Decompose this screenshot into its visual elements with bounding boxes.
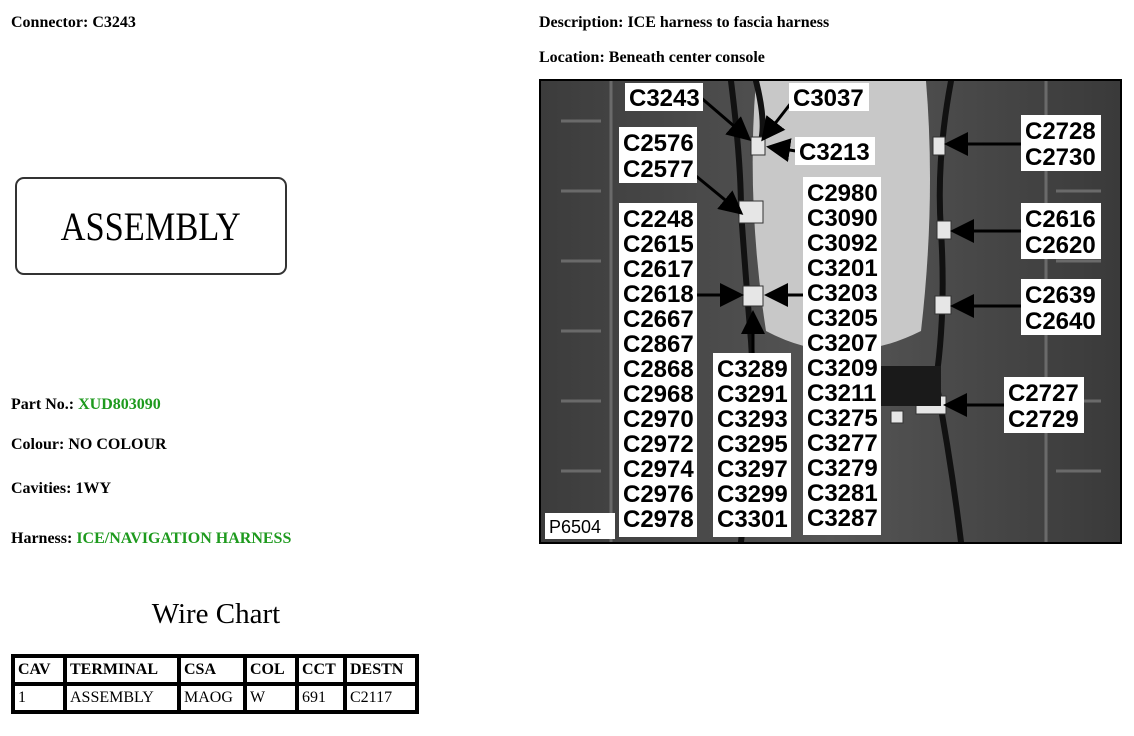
label-right-8: C3211 (807, 380, 877, 407)
location-value: Beneath center console (608, 49, 765, 66)
part-no-value[interactable]: XUD803090 (78, 396, 161, 413)
header-destn: DESTN (345, 656, 417, 684)
label-right-5: C3205 (807, 305, 878, 332)
cell-cct: 691 (297, 684, 345, 712)
connector-label: Connector: (11, 14, 89, 31)
colour-value: NO COLOUR (68, 436, 167, 453)
label-right-4: C3203 (807, 280, 878, 307)
right-column-labels (807, 180, 878, 532)
label-c2727: C2727 (1008, 380, 1079, 407)
connector-field (11, 14, 136, 32)
label-left-0: C2248 (623, 206, 694, 233)
part-no-label: Part No.: (11, 396, 75, 413)
label-left-11: C2976 (623, 481, 694, 508)
photo-code: P6504 (549, 517, 602, 537)
cell-csa: MAOG (179, 684, 245, 712)
label-right-13: C3287 (807, 505, 878, 532)
cavities-value: 1WY (75, 480, 111, 497)
label-c2639: C2639 (1025, 282, 1096, 309)
description-value: ICE harness to fascia harness (627, 14, 830, 31)
left-column-labels (623, 206, 694, 533)
label-right-3: C3201 (807, 255, 878, 282)
location-photo (539, 79, 1122, 544)
label-c2616: C2616 (1025, 206, 1096, 233)
label-c3213: C3213 (799, 139, 870, 166)
label-left-9: C2972 (623, 431, 694, 458)
assembly-image (15, 177, 287, 275)
cavities-label: Cavities: (11, 480, 72, 497)
wire-chart-table (11, 654, 419, 714)
label-c3037: C3037 (793, 85, 864, 112)
label-c2577: C2577 (623, 156, 694, 183)
label-c2640: C2640 (1025, 308, 1096, 335)
label-left-5: C2867 (623, 331, 694, 358)
cell-cav: 1 (13, 684, 65, 712)
harness-value[interactable]: ICE/NAVIGATION HARNESS (76, 530, 292, 547)
label-left-7: C2968 (623, 381, 694, 408)
cell-destn[interactable]: C2117 (345, 684, 417, 712)
label-right-11: C3279 (807, 455, 878, 482)
label-right-12: C3281 (807, 480, 878, 507)
label-left-1: C2615 (623, 231, 694, 258)
label-c2729: C2729 (1008, 406, 1079, 433)
label-mid-2: C3293 (717, 406, 788, 433)
header-terminal: TERMINAL (65, 656, 179, 684)
label-mid-1: C3291 (717, 381, 788, 408)
label-c2576: C2576 (623, 130, 694, 157)
part-no-field (11, 396, 161, 414)
harness-field (11, 530, 291, 548)
label-c2620: C2620 (1025, 232, 1096, 259)
colour-label: Colour: (11, 436, 65, 453)
label-right-10: C3277 (807, 430, 878, 457)
label-left-6: C2868 (623, 356, 694, 383)
harness-label: Harness: (11, 530, 73, 547)
header-cav: CAV (13, 656, 65, 684)
label-right-6: C3207 (807, 330, 878, 357)
description-field (539, 14, 829, 32)
cell-terminal: ASSEMBLY (65, 684, 179, 712)
label-mid-0: C3289 (717, 356, 788, 383)
middle-column-labels (717, 356, 788, 533)
dark-area (881, 366, 941, 406)
label-left-4: C2667 (623, 306, 694, 333)
connector-value: C3243 (92, 14, 136, 31)
label-left-10: C2974 (623, 456, 694, 483)
label-mid-4: C3297 (717, 456, 788, 483)
table-row (13, 684, 417, 712)
location-field (539, 49, 765, 67)
label-left-12: C2978 (623, 506, 694, 533)
label-c2728: C2728 (1025, 118, 1096, 145)
cavities-field (11, 480, 111, 498)
cell-col: W (245, 684, 297, 712)
label-left-3: C2618 (623, 281, 694, 308)
label-left-2: C2617 (623, 256, 694, 283)
location-label: Location: (539, 49, 605, 66)
wire-chart-title: Wire Chart (151, 598, 281, 630)
label-left-8: C2970 (623, 406, 694, 433)
label-mid-5: C3299 (717, 481, 788, 508)
label-mid-3: C3295 (717, 431, 788, 458)
wire-chart-header-row (13, 656, 417, 684)
label-right-7: C3209 (807, 355, 878, 382)
label-mid-6: C3301 (717, 506, 788, 533)
assembly-text: ASSEMBLY (60, 203, 242, 249)
label-right-0: C2980 (807, 180, 878, 207)
header-col: COL (245, 656, 297, 684)
label-right-9: C3275 (807, 405, 878, 432)
label-c2730: C2730 (1025, 144, 1096, 171)
colour-field (11, 436, 167, 454)
label-right-2: C3092 (807, 230, 878, 257)
header-cct: CCT (297, 656, 345, 684)
location-photo-svg (541, 81, 1120, 542)
label-right-1: C3090 (807, 205, 878, 232)
header-csa: CSA (179, 656, 245, 684)
label-c3243: C3243 (629, 85, 700, 112)
description-label: Description: (539, 14, 624, 31)
